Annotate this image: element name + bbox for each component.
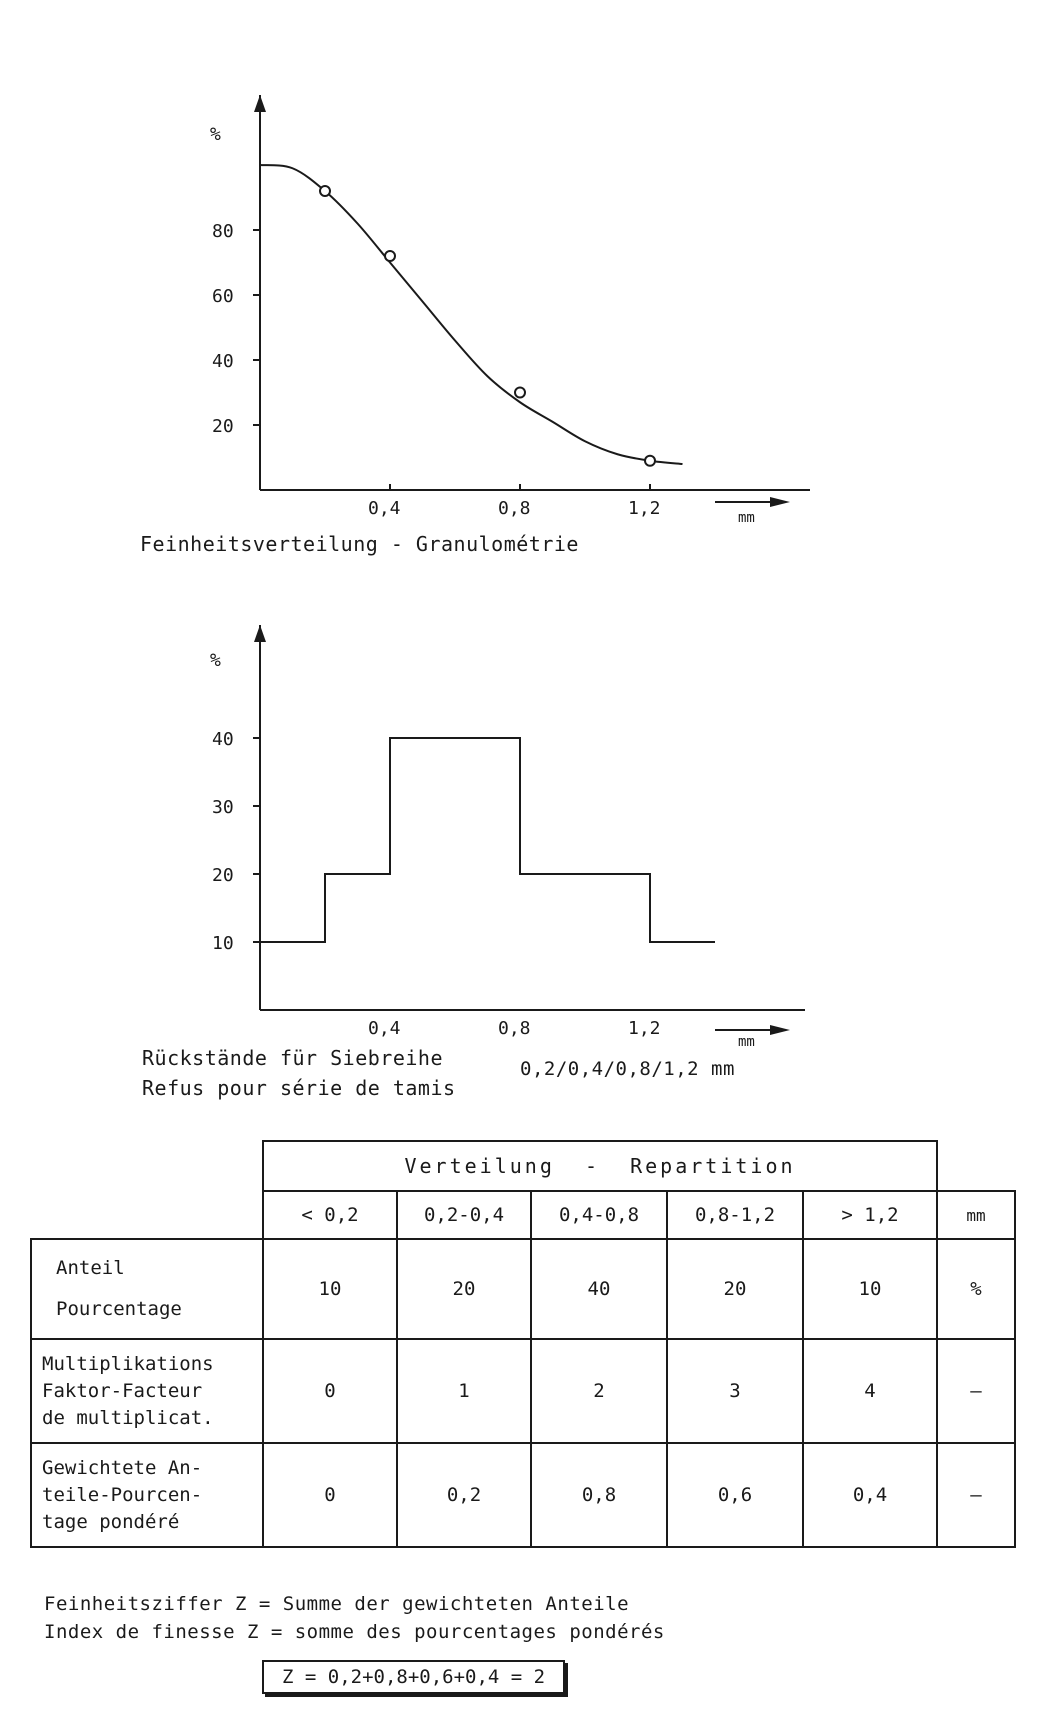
table-cell: 10 (803, 1239, 937, 1339)
table-cell: 1 (397, 1339, 531, 1443)
unit-corner (937, 1141, 1015, 1191)
table-row (31, 1339, 1015, 1443)
formula-definition-fr: Index de finesse Z = somme des pourcentages pondérés (44, 1621, 665, 1643)
row-label: Multiplikations Faktor-Facteur de multiplicat. (31, 1339, 263, 1443)
granulometry-curve (260, 165, 683, 464)
formula-definition-de: Feinheitsziffer Z = Summe der gewichteten Anteile (44, 1593, 630, 1615)
y-axis-arrow (254, 95, 266, 112)
range-header-cell: 0,2-0,4 (397, 1191, 531, 1239)
y-tick-label: 60 (212, 286, 234, 307)
x-tick-label: 1,2 (628, 498, 661, 519)
residue-step-chart (0, 600, 1059, 1070)
x-unit-label: mm (738, 1034, 755, 1050)
x-unit-label: mm (738, 510, 755, 526)
data-point-marker (385, 251, 395, 261)
sieve-series-label: 0,2/0,4/0,8/1,2 mm (520, 1058, 735, 1080)
table-cell: 20 (667, 1239, 803, 1339)
unit-arrow-head (770, 1025, 790, 1035)
table-cell: 0,4 (803, 1443, 937, 1547)
formula-result-box: Z = 0,2+0,8+0,6+0,4 = 2 (262, 1660, 565, 1694)
table-cell: 0,2 (397, 1443, 531, 1547)
table-row (31, 1443, 1015, 1547)
table-cell: 4 (803, 1339, 937, 1443)
range-header-row (31, 1191, 1015, 1239)
range-header-cell: 0,8-1,2 (667, 1191, 803, 1239)
y-axis-arrow (254, 625, 266, 642)
table-cell: 0,6 (667, 1443, 803, 1547)
residue-step-line (260, 738, 715, 942)
unit-cell: % (937, 1239, 1015, 1339)
chart2-caption-de: Rückstände für Siebreihe (142, 1046, 443, 1070)
y-tick-label: 20 (212, 865, 234, 886)
unit-arrow-head (770, 497, 790, 507)
table-cell: 0,8 (531, 1443, 667, 1547)
chart1-caption: Feinheitsverteilung - Granulométrie (140, 532, 579, 556)
data-point-marker (515, 388, 525, 398)
table-cell: 40 (531, 1239, 667, 1339)
y-tick-label: 20 (212, 416, 234, 437)
table-cell: 0 (263, 1339, 397, 1443)
row-label: Gewichtete An- teile-Pourcen- tage pondéré (31, 1443, 263, 1547)
table-cell: 0 (263, 1443, 397, 1547)
x-tick-label: 0,4 (368, 1018, 401, 1039)
range-header-cell: > 1,2 (803, 1191, 937, 1239)
data-point-marker (645, 456, 655, 466)
unit-cell: – (937, 1443, 1015, 1547)
x-tick-label: 1,2 (628, 1018, 661, 1039)
row-header-corner (31, 1191, 263, 1239)
group-header: Verteilung - Repartition (263, 1141, 937, 1191)
table-cell: 2 (531, 1339, 667, 1443)
unit-header-cell: mm (937, 1191, 1015, 1239)
table-row (31, 1239, 1015, 1339)
y-tick-label: 80 (212, 221, 234, 242)
table-cell: 10 (263, 1239, 397, 1339)
range-header-cell: 0,4-0,8 (531, 1191, 667, 1239)
x-tick-label: 0,8 (498, 1018, 531, 1039)
unit-cell: – (937, 1339, 1015, 1443)
y-tick-label: 40 (212, 351, 234, 372)
data-point-marker (320, 186, 330, 196)
x-tick-label: 0,4 (368, 498, 401, 519)
range-header-cell: < 0,2 (263, 1191, 397, 1239)
y-tick-label: 30 (212, 797, 234, 818)
y-axis-label: % (210, 650, 221, 671)
x-tick-label: 0,8 (498, 498, 531, 519)
y-tick-label: 40 (212, 729, 234, 750)
granulometry-curve-chart (0, 0, 1059, 560)
chart2-caption-fr: Refus pour série de tamis (142, 1076, 456, 1100)
y-tick-label: 10 (212, 933, 234, 954)
distribution-table (30, 1140, 1016, 1548)
row-label: Anteil Pourcentage (31, 1239, 263, 1339)
table-cell: 20 (397, 1239, 531, 1339)
table-cell: 3 (667, 1339, 803, 1443)
table-corner (31, 1141, 263, 1191)
y-axis-label: % (210, 124, 221, 145)
